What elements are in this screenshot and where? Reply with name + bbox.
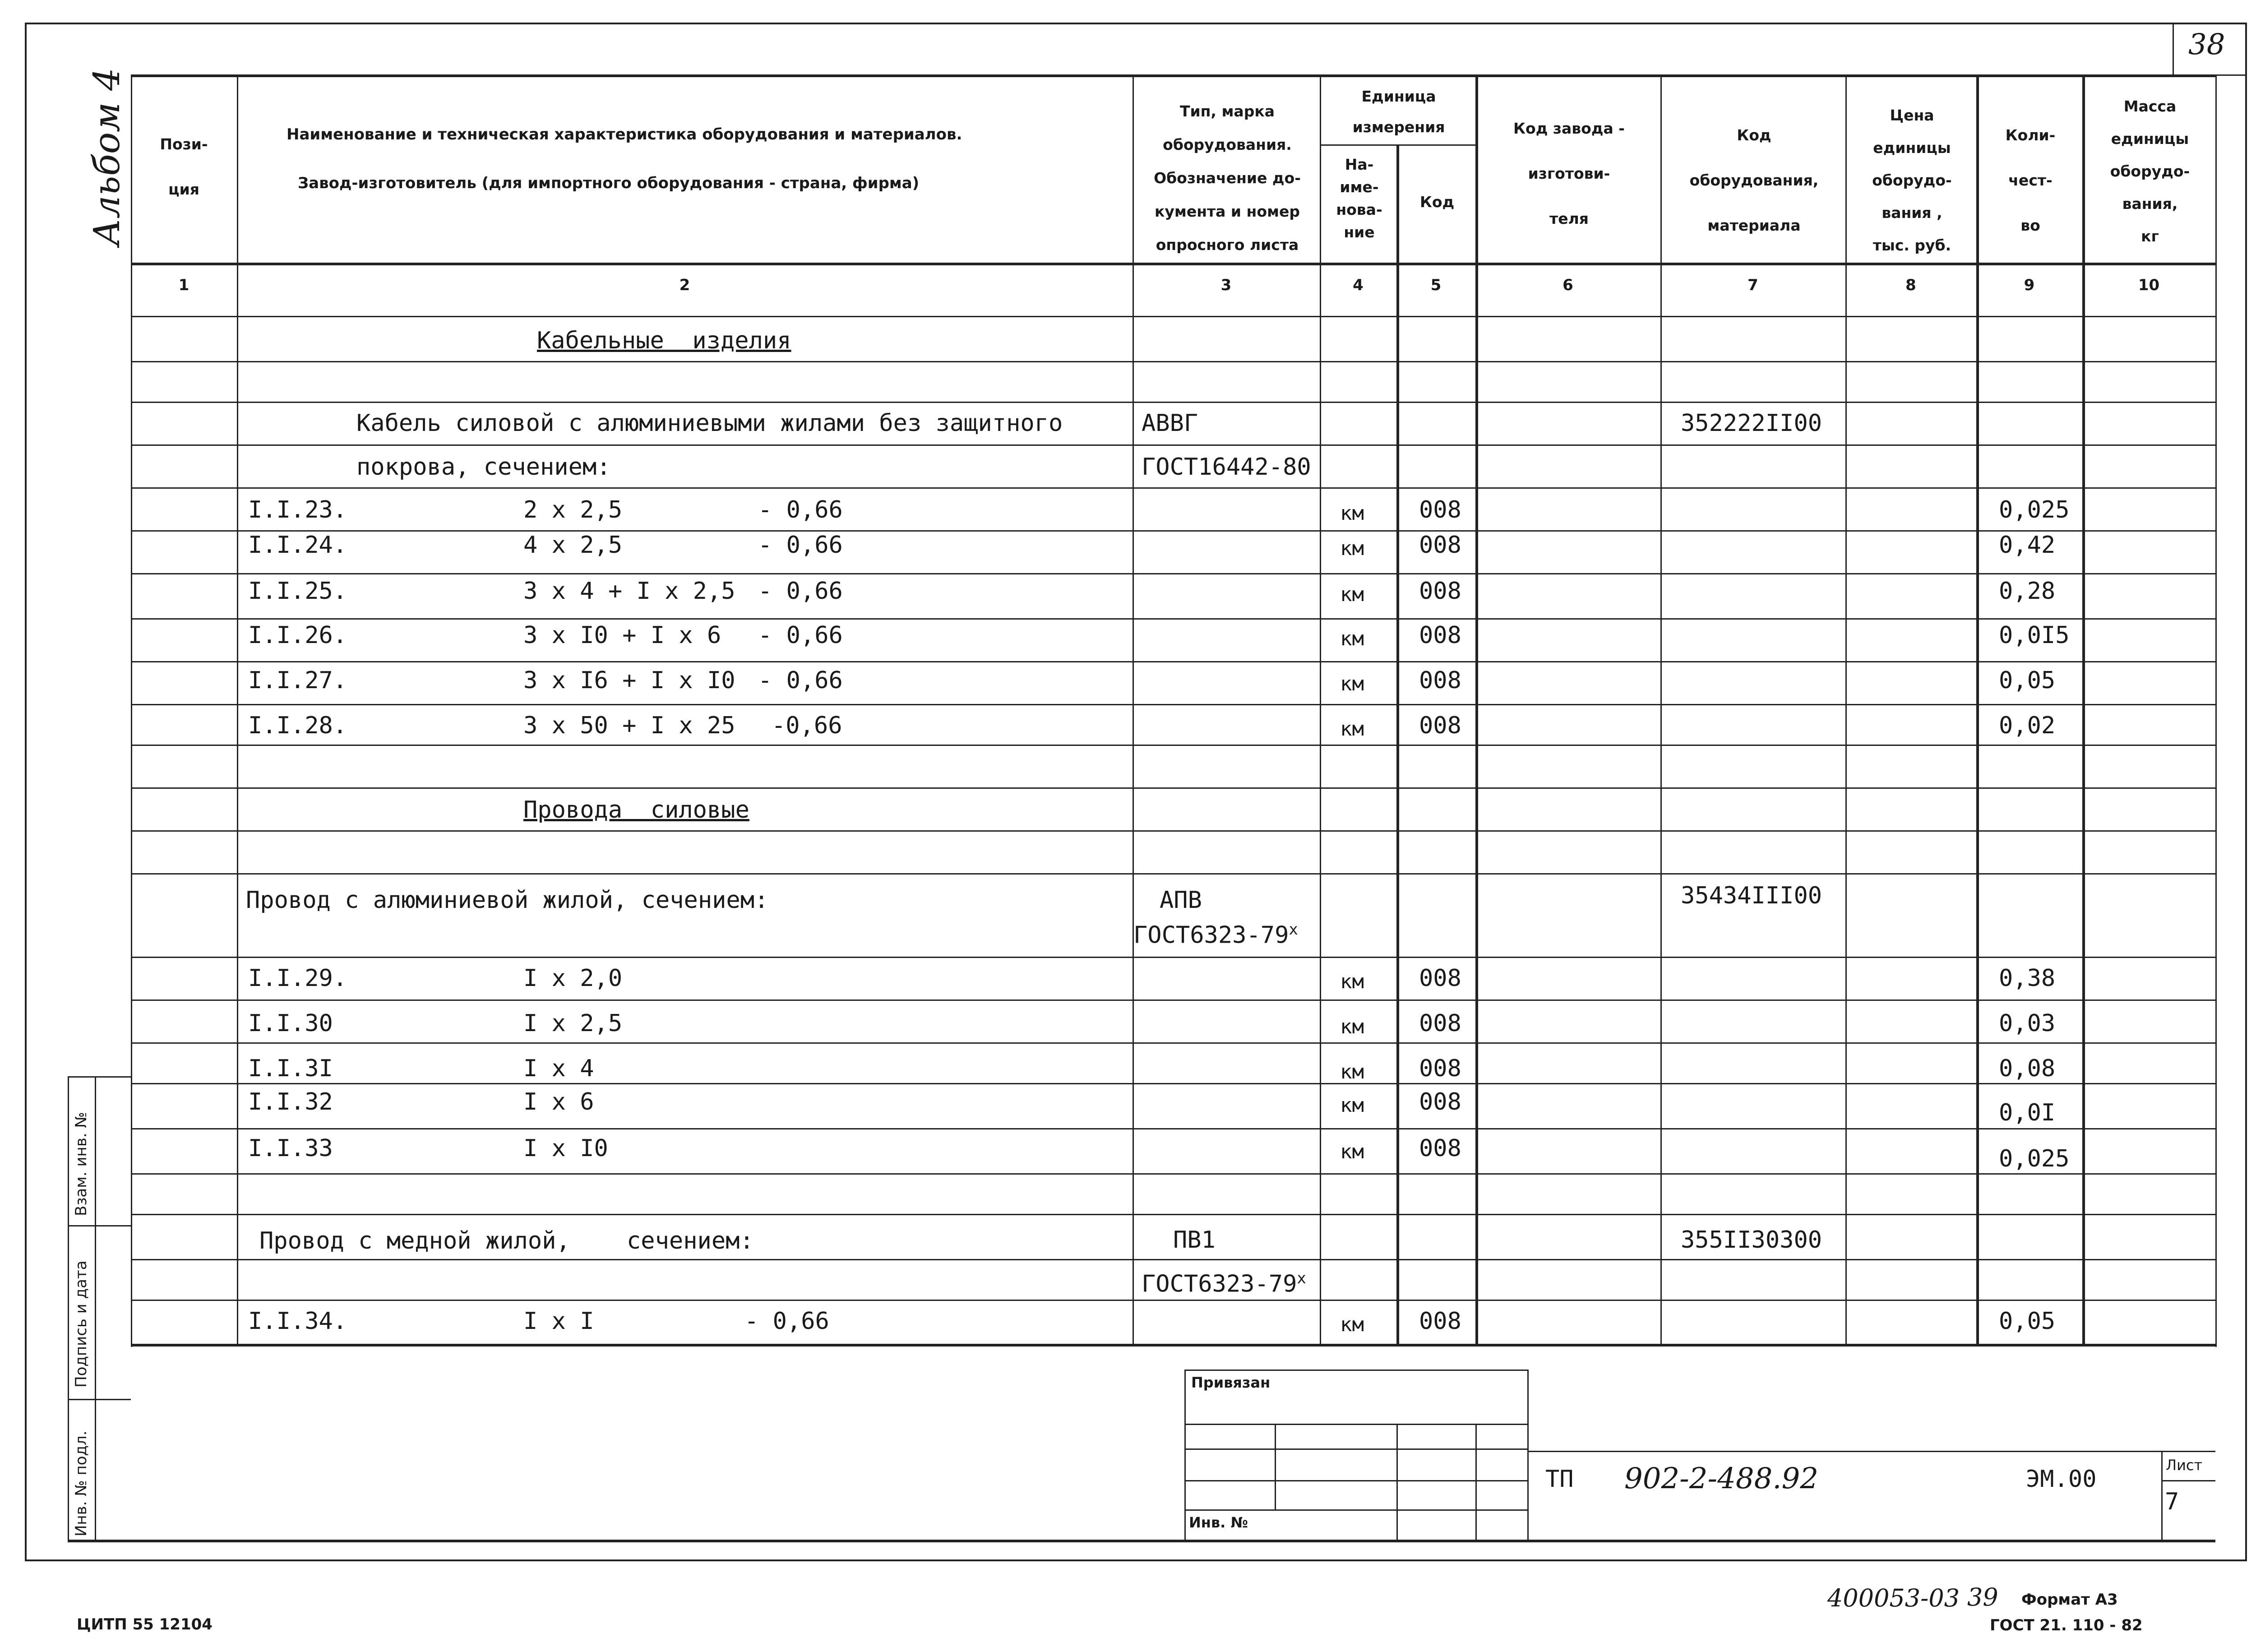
stamp-document-code: ЭМ.00 — [2026, 1466, 2097, 1493]
row-voltage: - 0,66 — [758, 667, 843, 694]
row-voltage: -0,66 — [772, 712, 842, 739]
row-unit-code: 008 — [1419, 1010, 1461, 1037]
header-type-doc: Тип, марка оборудования. Обозначение до- кумента и номер опросного листа — [1154, 102, 1301, 254]
footer-page-number: 39 — [1967, 1583, 1998, 1611]
header-material-code: Код оборудования, материала — [1689, 126, 1819, 234]
cable-doc: ГОСТ16442-80 — [1142, 453, 1311, 481]
row-unit: км — [1340, 717, 1364, 740]
row-unit-code: 008 — [1419, 1135, 1461, 1162]
album-label: Альбом 4 — [86, 68, 128, 246]
header-name-line1: Наименование и техническая характеристика оборудования и материалов. — [287, 125, 962, 143]
row-position: I.I.28. — [248, 712, 347, 739]
cable-description-line2: покрова, сечением: — [356, 453, 611, 481]
side-label-vzam: Взам. инв. № — [72, 1112, 90, 1216]
row-unit: км — [1340, 1015, 1364, 1038]
row-position: I.I.29. — [248, 965, 347, 992]
row-voltage: - 0,66 — [758, 496, 843, 523]
stamp-inv-no: Инв. № — [1189, 1514, 1248, 1531]
wire-cu-description: Провод с медной жилой, сечением: — [259, 1227, 754, 1254]
row-unit: км — [1340, 672, 1364, 695]
row-unit-code: 008 — [1419, 578, 1461, 605]
row-unit-code: 008 — [1419, 965, 1461, 992]
row-position: I.I.23. — [248, 496, 347, 523]
stamp-privyazan: Привязан — [1191, 1374, 1271, 1391]
row-quantity: 0,08 — [1999, 1055, 2056, 1082]
row-position: I.I.3I — [248, 1055, 333, 1082]
row-position: I.I.25. — [248, 578, 347, 605]
header-position: Пози- ция — [160, 135, 208, 198]
cable-description-line1: Кабель силовой с алюминиевыми жилами без защитного — [356, 410, 1063, 437]
row-quantity: 0,0I — [1999, 1099, 2056, 1126]
wire-al-material-code: 35434III00 — [1681, 882, 1822, 909]
row-unit-code: 008 — [1419, 622, 1461, 649]
row-size: 3 х 50 + I х 25 — [523, 712, 735, 739]
wire-cu-doc: $ГОСТ6323-79^х$ — [1142, 1269, 1306, 1298]
cable-type: АВВГ — [1142, 410, 1198, 437]
stamp-tp: ТП — [1545, 1466, 1574, 1493]
row-position: I.I.26. — [248, 622, 347, 649]
side-label-inv: Инв. № подл. — [72, 1430, 90, 1536]
header-unit-code: Код — [1419, 193, 1455, 211]
header-quantity: Коли- чест- во — [2005, 126, 2056, 234]
col-number-9: 9 — [2024, 276, 2035, 294]
row-size: I х 4 — [523, 1055, 594, 1082]
row-size: 3 х I0 + I х 6 — [523, 622, 721, 649]
row-size: I х I0 — [523, 1135, 608, 1162]
row-unit: км — [1340, 583, 1364, 606]
row-unit: км — [1340, 1313, 1364, 1336]
row-quantity: 0,05 — [1999, 1308, 2056, 1335]
row-unit-code: 008 — [1419, 532, 1461, 559]
col-number-5: 5 — [1430, 276, 1442, 294]
row-size: 3 х 4 + I х 2,5 — [523, 578, 735, 605]
row-unit-code: 008 — [1419, 496, 1461, 523]
row-unit: км — [1340, 1140, 1364, 1163]
row-unit: км — [1340, 1094, 1364, 1117]
stamp-list-number: 7 — [2165, 1488, 2179, 1515]
row-size: I х 2,5 — [523, 1010, 623, 1037]
col-number-1: 1 — [178, 276, 190, 294]
row-position: I.I.32 — [248, 1088, 333, 1115]
row-size: I х 2,0 — [523, 965, 623, 992]
row-quantity: 0,42 — [1999, 532, 2056, 559]
row-unit: км — [1340, 1060, 1364, 1083]
row-unit: км — [1340, 970, 1364, 993]
row-position: I.I.24. — [248, 532, 347, 559]
row-size: 3 х I6 + I х I0 — [523, 667, 735, 694]
row-quantity: 0,38 — [1999, 965, 2056, 992]
header-mass: Масса единицы оборудо- вания, кг — [2110, 97, 2190, 245]
col-number-8: 8 — [1905, 276, 1916, 294]
row-size: I х 6 — [523, 1088, 594, 1115]
side-label-podpis: Подпись и дата — [72, 1260, 90, 1388]
row-position: I.I.30 — [248, 1010, 333, 1037]
row-quantity: 0,28 — [1999, 578, 2056, 605]
row-unit-code: 008 — [1419, 712, 1461, 739]
row-quantity: 0,05 — [1999, 667, 2056, 694]
header-name-line2: Завод-изготовитель (для импортного оборудования - страна, фирма) — [298, 174, 920, 192]
section-title-wires: Провода силовые — [523, 796, 749, 824]
stamp-document-number: 902-2-488.92 — [1624, 1462, 1819, 1495]
section-title-cables: Кабельные изделия — [537, 327, 791, 354]
sheet-corner-number: 38 — [2188, 28, 2225, 61]
wire-al-type: АПВ — [1160, 887, 1202, 914]
col-number-7: 7 — [1747, 276, 1758, 294]
row-voltage: - 0,66 — [758, 622, 843, 649]
header-unit-name: На- име- нова- ние — [1336, 156, 1382, 241]
cable-material-code: 352222II00 — [1681, 410, 1822, 437]
col-number-2: 2 — [679, 276, 690, 294]
footer-gost: ГОСТ 21. 110 - 82 — [1990, 1616, 2143, 1634]
wire-al-doc: $ГОСТ6323-79^х$ — [1133, 921, 1298, 949]
row-voltage: - 0,66 — [744, 1308, 829, 1335]
row-unit: км — [1340, 627, 1364, 650]
wire-cu-material-code: 355II30300 — [1681, 1226, 1822, 1254]
header-factory-code: Код завода - изготови- теля — [1513, 120, 1625, 227]
row-position: I.I.33 — [248, 1135, 333, 1162]
wire-al-description: Провод с алюминиевой жилой, сечением: — [246, 887, 769, 914]
row-unit: км — [1340, 502, 1364, 525]
row-position: I.I.27. — [248, 667, 347, 694]
row-quantity: 0,025 — [1999, 1145, 2070, 1172]
row-unit-code: 008 — [1419, 1308, 1461, 1335]
row-size: 2 х 2,5 — [523, 496, 623, 523]
stamp-list-label: Лист — [2166, 1457, 2203, 1474]
header-unit-group: Единица измерения — [1352, 88, 1445, 136]
col-number-10: 10 — [2138, 276, 2160, 294]
row-quantity: 0,0I5 — [1999, 622, 2070, 649]
row-unit-code: 008 — [1419, 1088, 1461, 1115]
col-number-3: 3 — [1220, 276, 1232, 294]
footer-citp: ЦИТП 55 12104 — [77, 1615, 213, 1633]
wire-cu-type: ПВ1 — [1173, 1226, 1216, 1254]
row-position: I.I.34. — [248, 1308, 347, 1335]
row-size: 4 х 2,5 — [523, 532, 623, 559]
footer-handwritten-code: 400053-03 — [1827, 1584, 1960, 1612]
col-number-4: 4 — [1353, 276, 1364, 294]
row-quantity: 0,025 — [1999, 496, 2070, 523]
header-price: Цена единицы оборудо- вания , тыс. руб. — [1872, 106, 1952, 254]
row-unit-code: 008 — [1419, 667, 1461, 694]
row-quantity: 0,03 — [1999, 1010, 2056, 1037]
row-unit-code: 008 — [1419, 1055, 1461, 1082]
row-voltage: - 0,66 — [758, 532, 843, 559]
col-number-6: 6 — [1563, 276, 1573, 294]
row-quantity: 0,02 — [1999, 712, 2056, 739]
row-voltage: - 0,66 — [758, 578, 843, 605]
footer-format: Формат А3 — [2021, 1591, 2118, 1609]
row-size: I х I — [523, 1308, 594, 1335]
row-unit: км — [1340, 537, 1364, 560]
